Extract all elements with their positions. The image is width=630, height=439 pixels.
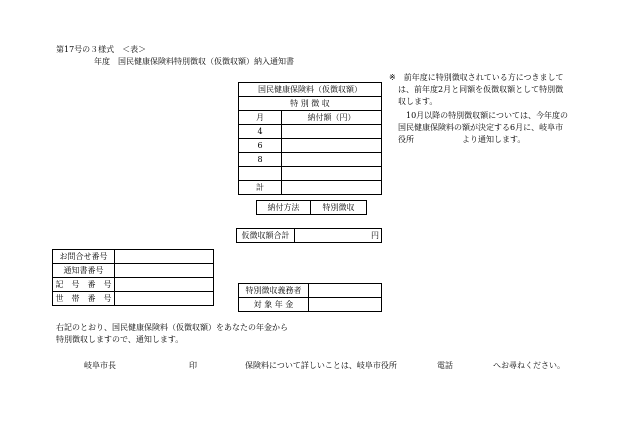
inquiry-end-text: へお尋ねください。 — [493, 361, 565, 370]
inquiry-text: 保険料について詳しいことは、岐阜市役所 — [245, 361, 397, 370]
amount-cell[interactable] — [282, 139, 382, 153]
provisional-total-value[interactable]: 円 — [295, 229, 382, 243]
symbol-number-value[interactable] — [115, 278, 214, 292]
table-row — [239, 125, 382, 139]
table-row — [239, 153, 382, 167]
body-text-line-1: 右記のとおり、国民健康保険料（仮徴収額）をあなたの年金から — [56, 323, 288, 332]
notes-line-4: 10月以降の特別徴収額については、今年度の — [406, 111, 569, 120]
obligor-value[interactable] — [309, 284, 382, 298]
month-cell — [239, 167, 282, 181]
body-text-line-2: 特別徴収しますので、通知します。 — [56, 335, 184, 344]
table-row — [53, 292, 214, 306]
provisional-total-label: 仮徴収額合計 — [237, 229, 295, 243]
notes-line-2: は、前年度2月と同額を仮徴収額として特別徴 — [398, 85, 564, 94]
month-cell: 8 — [239, 153, 282, 167]
notes-line-6: 役所 より通知します。 — [398, 135, 526, 144]
pension-label: 対 象 年 金 — [239, 298, 309, 312]
notes-line-1 — [389, 72, 564, 84]
payment-method-label: 納付方法 — [257, 201, 311, 215]
month-cell: 4 — [239, 125, 282, 139]
amount-cell[interactable] — [282, 153, 382, 167]
col-month-header: 月 — [239, 111, 282, 125]
amount-cell[interactable] — [282, 167, 382, 181]
note-text-1: 前年度に特別徴収されている方につきまして — [403, 73, 564, 82]
table-row — [239, 284, 382, 298]
payment-method-table — [256, 200, 367, 215]
inquiry-number-label: お問合せ番号 — [53, 250, 115, 264]
household-number-value[interactable] — [115, 292, 214, 306]
notes-line-3: 収します。 — [398, 97, 438, 106]
table-row — [239, 298, 382, 312]
table-row — [239, 167, 382, 181]
notice-number-label: 通知書番号 — [53, 264, 115, 278]
provisional-total-table — [236, 228, 382, 243]
obligor-label: 特別徴収義務者 — [239, 284, 309, 298]
main-payment-table — [238, 82, 382, 195]
payment-method-value: 特別徴収 — [311, 201, 367, 215]
total-amount-cell[interactable] — [282, 181, 382, 195]
inquiry-number-value[interactable] — [115, 250, 214, 264]
table-row — [53, 250, 214, 264]
notice-number-value[interactable] — [115, 264, 214, 278]
total-label-cell: 計 — [239, 181, 282, 195]
form-number: 第17号の３様式 ＜表＞ — [56, 45, 147, 54]
table-row — [239, 139, 382, 153]
phone-label: 電話 — [437, 361, 453, 370]
main-table-subheader: 特 別 徴 収 — [239, 97, 382, 111]
table-row — [53, 278, 214, 292]
reference-numbers-table — [52, 249, 214, 306]
notes-line-5: 国民健康保険料の額が決定する6月に、岐阜市 — [398, 123, 564, 132]
seal-mark: 印 — [189, 361, 197, 370]
household-number-label: 世 帯 番 号 — [53, 292, 115, 306]
pension-value[interactable] — [309, 298, 382, 312]
symbol-number-label: 記 号 番 号 — [53, 278, 115, 292]
table-row — [239, 181, 382, 195]
mayor-label: 岐阜市長 — [84, 361, 116, 370]
table-row — [53, 264, 214, 278]
amount-cell[interactable] — [282, 125, 382, 139]
note-mark: ※ — [389, 73, 396, 82]
page-title: 年度 国民健康保険料特別徴収（仮徴収額）納入通知書 — [94, 57, 294, 66]
obligor-table — [238, 283, 382, 312]
main-table-header: 国民健康保険料（仮徴収額） — [239, 83, 382, 97]
col-amount-header: 納付額（円） — [282, 111, 382, 125]
month-cell: 6 — [239, 139, 282, 153]
